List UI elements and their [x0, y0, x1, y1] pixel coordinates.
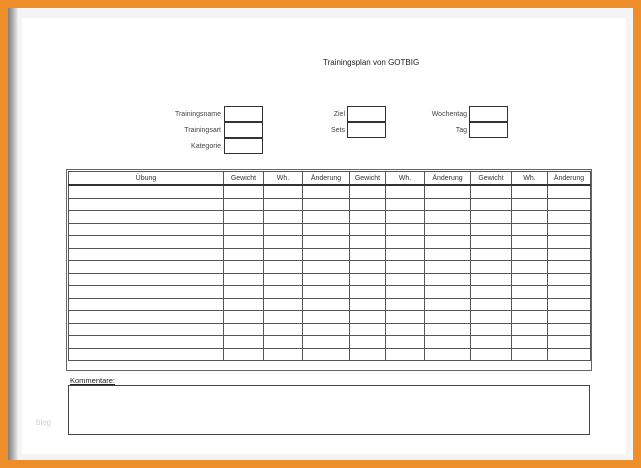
table-cell[interactable]: [425, 223, 471, 236]
table-cell[interactable]: [425, 348, 471, 361]
column-header-wh: Wh.: [264, 172, 303, 186]
table-cell[interactable]: [548, 198, 591, 211]
table-cell[interactable]: [425, 248, 471, 261]
table-cell[interactable]: [471, 261, 512, 274]
table-cell[interactable]: [264, 185, 303, 198]
table-cell[interactable]: [69, 323, 224, 336]
table-cell[interactable]: [512, 298, 548, 311]
table-cell[interactable]: [350, 248, 386, 261]
field-box-trainingsart[interactable]: [224, 122, 263, 138]
table-cell[interactable]: [350, 348, 386, 361]
table-cell[interactable]: [512, 286, 548, 299]
column-header-aenderung: Änderung: [303, 172, 350, 186]
table-cell[interactable]: [386, 198, 425, 211]
table-cell[interactable]: [69, 185, 224, 198]
table-cell[interactable]: [425, 198, 471, 211]
table-cell[interactable]: [386, 236, 425, 249]
table-cell[interactable]: [264, 311, 303, 324]
table-cell[interactable]: [69, 248, 224, 261]
column-header-wh: Wh.: [512, 172, 548, 186]
table-cell[interactable]: [303, 348, 350, 361]
table-cell[interactable]: [264, 198, 303, 211]
field-box-tag[interactable]: [469, 122, 508, 138]
table-cell[interactable]: [264, 248, 303, 261]
table-cell[interactable]: [69, 273, 224, 286]
table-row: [69, 348, 591, 361]
table-cell[interactable]: [512, 273, 548, 286]
table-cell[interactable]: [386, 311, 425, 324]
table-cell[interactable]: [350, 311, 386, 324]
table-cell[interactable]: [386, 273, 425, 286]
field-box-trainingsname[interactable]: [224, 106, 263, 122]
table-cell[interactable]: [548, 336, 591, 349]
table-cell[interactable]: [471, 286, 512, 299]
table-cell[interactable]: [303, 185, 350, 198]
table-cell[interactable]: [471, 323, 512, 336]
table-cell[interactable]: [512, 348, 548, 361]
table-row: [69, 198, 591, 211]
table-cell[interactable]: [512, 261, 548, 274]
table-cell[interactable]: [224, 185, 264, 198]
table-cell[interactable]: [386, 261, 425, 274]
table-cell[interactable]: [69, 298, 224, 311]
table-cell[interactable]: [69, 223, 224, 236]
table-cell[interactable]: [512, 311, 548, 324]
table-row: [69, 248, 591, 261]
table-cell[interactable]: [303, 311, 350, 324]
table-cell[interactable]: [350, 286, 386, 299]
table-cell[interactable]: [224, 311, 264, 324]
table-cell[interactable]: [425, 211, 471, 224]
table-cell[interactable]: [303, 236, 350, 249]
table-cell[interactable]: [69, 311, 224, 324]
table-cell[interactable]: [224, 248, 264, 261]
table-cell[interactable]: [471, 198, 512, 211]
table-cell[interactable]: [425, 298, 471, 311]
table-cell[interactable]: [471, 273, 512, 286]
field-label-ziel: Ziel: [333, 111, 345, 118]
table-cell[interactable]: [471, 248, 512, 261]
table-cell[interactable]: [471, 348, 512, 361]
table-cell[interactable]: [303, 286, 350, 299]
watermark: blog: [36, 418, 52, 427]
table-cell[interactable]: [224, 198, 264, 211]
table-cell[interactable]: [548, 273, 591, 286]
table-cell[interactable]: [303, 198, 350, 211]
table-cell[interactable]: [350, 298, 386, 311]
training-table: [68, 171, 591, 361]
table-cell[interactable]: [224, 236, 264, 249]
table-row: [69, 323, 591, 336]
table-cell[interactable]: [548, 261, 591, 274]
table-cell[interactable]: [69, 348, 224, 361]
table-cell[interactable]: [264, 336, 303, 349]
field-box-sets[interactable]: [347, 122, 386, 138]
table-cell[interactable]: [425, 286, 471, 299]
table-cell[interactable]: [350, 261, 386, 274]
table-cell[interactable]: [264, 323, 303, 336]
field-box-wochentag[interactable]: [469, 106, 508, 122]
table-cell[interactable]: [512, 336, 548, 349]
table-cell[interactable]: [224, 273, 264, 286]
table-cell[interactable]: [264, 348, 303, 361]
field-label-sets: Sets: [330, 127, 345, 134]
table-cell[interactable]: [386, 286, 425, 299]
table-cell[interactable]: [69, 286, 224, 299]
table-cell[interactable]: [224, 286, 264, 299]
table-cell[interactable]: [386, 348, 425, 361]
table-cell[interactable]: [471, 211, 512, 224]
table-cell[interactable]: [303, 261, 350, 274]
table-row: [69, 286, 591, 299]
table-row: [69, 298, 591, 311]
table-cell[interactable]: [303, 336, 350, 349]
table-cell[interactable]: [425, 273, 471, 286]
field-label-trainingsname: Trainingsname: [174, 111, 221, 118]
table-cell[interactable]: [471, 236, 512, 249]
table-cell[interactable]: [386, 323, 425, 336]
table-row: [69, 236, 591, 249]
table-cell[interactable]: [264, 261, 303, 274]
table-cell[interactable]: [548, 298, 591, 311]
table-cell[interactable]: [425, 336, 471, 349]
table-cell[interactable]: [386, 211, 425, 224]
table-cell[interactable]: [425, 323, 471, 336]
table-cell[interactable]: [350, 323, 386, 336]
table-row: [69, 211, 591, 224]
table-cell[interactable]: [548, 248, 591, 261]
table-cell[interactable]: [350, 336, 386, 349]
table-cell[interactable]: [386, 298, 425, 311]
table-cell[interactable]: [425, 185, 471, 198]
column-header-uebung: Übung: [69, 172, 224, 186]
table-cell[interactable]: [386, 248, 425, 261]
table-cell[interactable]: [350, 198, 386, 211]
table-cell[interactable]: [471, 223, 512, 236]
table-cell[interactable]: [471, 336, 512, 349]
table-cell[interactable]: [386, 185, 425, 198]
field-label-tag: Tag: [455, 127, 467, 134]
table-row: [69, 261, 591, 274]
table-cell[interactable]: [69, 336, 224, 349]
table-body: [69, 185, 591, 361]
page-shadow: [8, 8, 18, 460]
table-cell[interactable]: [264, 286, 303, 299]
column-header-gewicht: Gewicht: [350, 172, 386, 186]
table-cell[interactable]: [512, 236, 548, 249]
table-cell[interactable]: [548, 286, 591, 299]
field-label-trainingsart: Trainingsart: [184, 127, 221, 134]
field-box-kategorie[interactable]: [224, 138, 263, 154]
table-cell[interactable]: [548, 348, 591, 361]
table-cell[interactable]: [512, 323, 548, 336]
comments-label: Kommentare:: [70, 376, 116, 385]
table-cell[interactable]: [512, 223, 548, 236]
table-cell[interactable]: [69, 211, 224, 224]
column-header-gewicht: Gewicht: [471, 172, 512, 186]
table-cell[interactable]: [69, 236, 224, 249]
table-cell[interactable]: [548, 323, 591, 336]
table-cell[interactable]: [224, 336, 264, 349]
field-label-wochentag: Wochentag: [431, 111, 467, 118]
table-cell[interactable]: [303, 273, 350, 286]
table-cell[interactable]: [548, 236, 591, 249]
table-cell[interactable]: [264, 223, 303, 236]
table-cell[interactable]: [303, 223, 350, 236]
table-cell[interactable]: [512, 185, 548, 198]
table-cell[interactable]: [425, 311, 471, 324]
table-cell[interactable]: [512, 198, 548, 211]
column-header-wh: Wh.: [386, 172, 425, 186]
table-row: [69, 185, 591, 198]
table-cell[interactable]: [224, 261, 264, 274]
table-cell[interactable]: [224, 323, 264, 336]
table-cell[interactable]: [224, 348, 264, 361]
table-cell[interactable]: [69, 261, 224, 274]
document-title: Trainingsplan von GOTBIG: [323, 58, 420, 67]
column-header-aenderung: Änderung: [548, 172, 591, 186]
field-label-kategorie: Kategorie: [191, 143, 221, 150]
table-cell[interactable]: [224, 298, 264, 311]
table-cell[interactable]: [350, 223, 386, 236]
comments-box[interactable]: [68, 385, 590, 435]
table-cell[interactable]: [224, 211, 264, 224]
table-cell[interactable]: [512, 248, 548, 261]
table-cell[interactable]: [264, 298, 303, 311]
table-cell[interactable]: [548, 311, 591, 324]
table-cell[interactable]: [471, 185, 512, 198]
table-cell[interactable]: [548, 211, 591, 224]
table-cell[interactable]: [303, 211, 350, 224]
table-cell[interactable]: [224, 223, 264, 236]
table-cell[interactable]: [548, 185, 591, 198]
table-cell[interactable]: [350, 185, 386, 198]
table-row: [69, 273, 591, 286]
table-row: [69, 311, 591, 324]
table-cell[interactable]: [350, 211, 386, 224]
column-header-gewicht: Gewicht: [224, 172, 264, 186]
table-cell[interactable]: [264, 236, 303, 249]
table-cell[interactable]: [386, 336, 425, 349]
table-cell[interactable]: [471, 298, 512, 311]
table-header-row: [69, 172, 591, 186]
table-cell[interactable]: [350, 236, 386, 249]
table-cell[interactable]: [425, 261, 471, 274]
table-cell[interactable]: [425, 236, 471, 249]
table-cell[interactable]: [386, 223, 425, 236]
table-cell[interactable]: [303, 323, 350, 336]
column-header-aenderung: Änderung: [425, 172, 471, 186]
table-row: [69, 336, 591, 349]
table-cell[interactable]: [350, 273, 386, 286]
table-cell[interactable]: [303, 248, 350, 261]
table-cell[interactable]: [303, 298, 350, 311]
table-cell[interactable]: [264, 211, 303, 224]
table-cell[interactable]: [69, 198, 224, 211]
table-cell[interactable]: [512, 211, 548, 224]
field-box-ziel[interactable]: [347, 106, 386, 122]
table-row: [69, 223, 591, 236]
table-cell[interactable]: [548, 223, 591, 236]
table-cell[interactable]: [264, 273, 303, 286]
table-cell[interactable]: [471, 311, 512, 324]
